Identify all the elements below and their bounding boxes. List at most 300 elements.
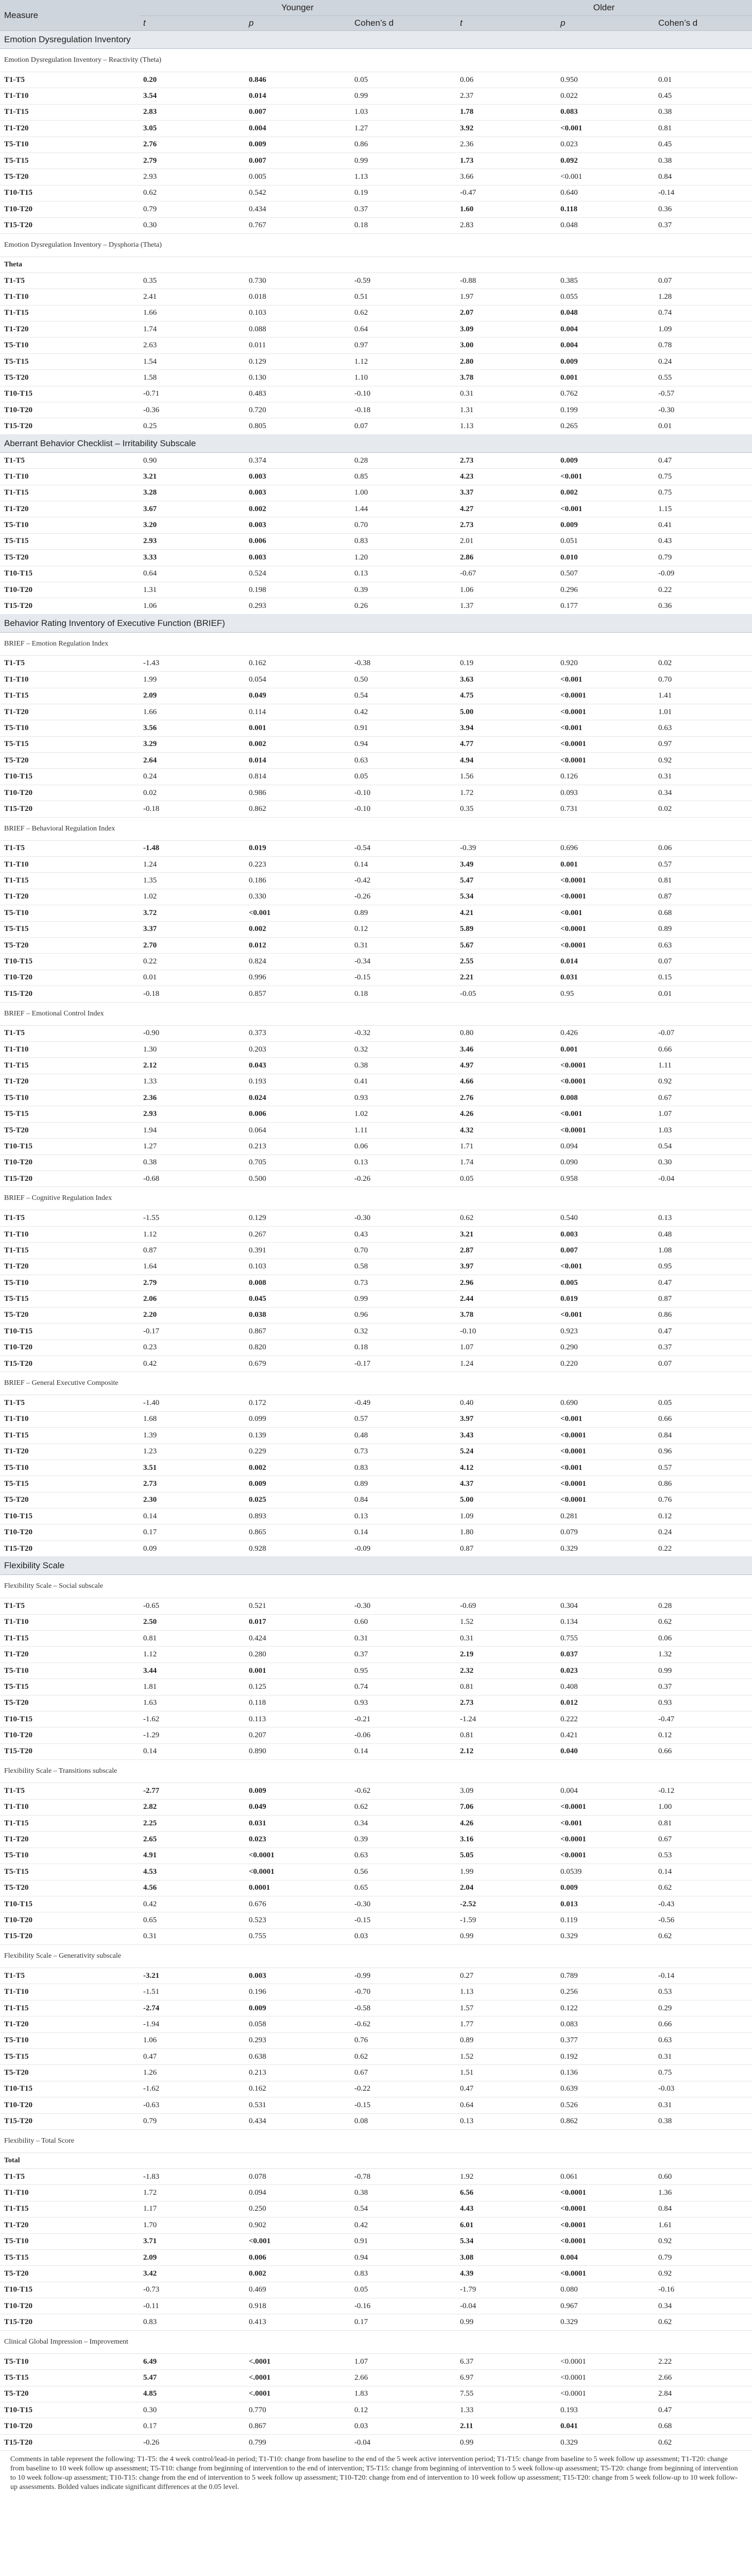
- table-row: [0, 704, 752, 720]
- older-d-cell: 0.67: [654, 1832, 752, 1848]
- younger-p-cell: 0.523: [245, 1912, 350, 1928]
- younger-p-cell: 0.078: [245, 2168, 350, 2184]
- older-d-cell: 0.81: [654, 873, 752, 889]
- comparison-cell: T1-T10: [0, 1041, 139, 1057]
- older-t-cell: -1.24: [456, 1711, 556, 1727]
- table-row: [0, 986, 752, 1002]
- younger-d-cell: 0.41: [350, 1074, 456, 1090]
- younger-t-cell: 1.94: [139, 1122, 245, 1138]
- older-d-cell: 0.86: [654, 1476, 752, 1492]
- older-t-cell: 1.97: [456, 289, 556, 305]
- comparison-cell: T10-T20: [0, 970, 139, 986]
- older-t-cell: 2.87: [456, 1243, 556, 1259]
- comparison-cell: T1-T20: [0, 704, 139, 720]
- older-t-cell: -0.10: [456, 1324, 556, 1340]
- younger-t-cell: 1.17: [139, 2201, 245, 2217]
- older-t-cell: 2.96: [456, 1275, 556, 1291]
- older-d-cell: 2.84: [654, 2386, 752, 2402]
- older-p-cell: 0.092: [556, 152, 654, 168]
- younger-p-cell: 0.846: [245, 72, 350, 88]
- younger-t-cell: 1.72: [139, 2185, 245, 2201]
- younger-p-cell: 0.198: [245, 582, 350, 598]
- table-row: [0, 72, 752, 88]
- younger-p-cell: 0.207: [245, 1727, 350, 1743]
- older-t-cell: 2.73: [456, 452, 556, 468]
- comparison-cell: T5-T10: [0, 1460, 139, 1476]
- younger-d-cell: 0.48: [350, 1428, 456, 1444]
- younger-t-cell: 2.09: [139, 688, 245, 704]
- older-t-cell: 5.00: [456, 704, 556, 720]
- older-p-cell: 0.004: [556, 321, 654, 337]
- older-d-cell: 0.66: [654, 1411, 752, 1427]
- older-p-cell: 0.126: [556, 769, 654, 785]
- table-row: [0, 1540, 752, 1556]
- comparison-cell: T5-T10: [0, 137, 139, 152]
- younger-p-cell: 0.893: [245, 1509, 350, 1524]
- older-t-cell: 0.80: [456, 1025, 556, 1041]
- younger-d-cell: -0.22: [350, 2081, 456, 2097]
- older-p-cell: 0.526: [556, 2097, 654, 2113]
- older-p-cell: <0.0001: [556, 1799, 654, 1815]
- older-t-cell: 0.40: [456, 1395, 556, 1411]
- section-header-row: [0, 614, 752, 632]
- older-d-cell: 0.02: [654, 801, 752, 817]
- comparison-cell: T5-T10: [0, 1275, 139, 1291]
- older-d-cell: 0.37: [654, 217, 752, 233]
- older-d-cell: 0.57: [654, 1460, 752, 1476]
- table-row: [0, 321, 752, 337]
- older-d-cell: 0.68: [654, 905, 752, 921]
- older-p-cell: 0.731: [556, 801, 654, 817]
- younger-d-cell: 0.38: [350, 1058, 456, 1074]
- older-p-cell: 0.061: [556, 2168, 654, 2184]
- older-d-cell: 0.79: [654, 550, 752, 566]
- older-t-cell: 3.97: [456, 1411, 556, 1427]
- older-d-cell: 0.68: [654, 2418, 752, 2434]
- older-d-cell: 0.48: [654, 1226, 752, 1242]
- comparison-cell: T5-T10: [0, 1848, 139, 1863]
- older-t-cell: 3.16: [456, 1832, 556, 1848]
- younger-d-cell: -0.21: [350, 1711, 456, 1727]
- comparison-cell: T1-T20: [0, 1444, 139, 1460]
- table-row: [0, 2418, 752, 2434]
- younger-t-cell: 2.76: [139, 137, 245, 152]
- younger-p-cell: 0.031: [245, 1815, 350, 1831]
- older-t-cell: -0.04: [456, 2298, 556, 2314]
- older-p-cell: <0.0001: [556, 1476, 654, 1492]
- younger-t-cell: 1.23: [139, 1444, 245, 1460]
- younger-t-cell: 3.56: [139, 720, 245, 736]
- comparison-cell: T15-T20: [0, 217, 139, 233]
- younger-d-cell: 0.99: [350, 1291, 456, 1307]
- younger-p-cell: 0.229: [245, 1444, 350, 1460]
- older-d-cell: 2.66: [654, 2370, 752, 2386]
- table-row: [0, 2081, 752, 2097]
- older-t-cell: 1.07: [456, 1340, 556, 1355]
- older-p-cell: <0.0001: [556, 2233, 654, 2249]
- older-d-cell: 0.41: [654, 517, 752, 533]
- younger-d-cell: 0.54: [350, 2201, 456, 2217]
- younger-p-cell: 0.524: [245, 566, 350, 582]
- older-p-cell: 0.003: [556, 1226, 654, 1242]
- younger-t-cell: 1.35: [139, 873, 245, 889]
- older-t-cell: 0.47: [456, 2081, 556, 2097]
- older-t-cell: 3.09: [456, 1783, 556, 1799]
- younger-t-cell: 2.70: [139, 937, 245, 953]
- older-d-cell: 1.09: [654, 321, 752, 337]
- younger-d-cell: 0.28: [350, 452, 456, 468]
- younger-p-cell: 0.001: [245, 720, 350, 736]
- older-d-cell: -0.12: [654, 1783, 752, 1799]
- subsection-title: Flexibility Scale – Generativity subscale: [0, 1945, 752, 1968]
- comparison-cell: T1-T20: [0, 1074, 139, 1090]
- younger-p-cell: <0.001: [245, 905, 350, 921]
- table-row: [0, 582, 752, 598]
- subsection-header-row: [0, 49, 752, 72]
- table-row: [0, 2370, 752, 2386]
- older-d-cell: 0.84: [654, 2201, 752, 2217]
- section-header-row: [0, 31, 752, 49]
- table-row: [0, 1864, 752, 1880]
- table-row: [0, 2016, 752, 2032]
- younger-t-cell: 3.44: [139, 1663, 245, 1679]
- younger-d-cell: 0.62: [350, 305, 456, 321]
- older-d-cell: 0.01: [654, 72, 752, 88]
- younger-t-cell: 3.05: [139, 121, 245, 137]
- older-t-cell: -0.67: [456, 566, 556, 582]
- comparison-cell: T10-T15: [0, 769, 139, 785]
- younger-p-cell: 0.986: [245, 785, 350, 801]
- table-row: [0, 1896, 752, 1912]
- section-title: Behavior Rating Inventory of Executive Function (BRIEF): [0, 614, 752, 632]
- older-d-cell: 0.92: [654, 2233, 752, 2249]
- table-row: [0, 840, 752, 856]
- older-p-cell: <0.001: [556, 1815, 654, 1831]
- older-d-cell: 0.22: [654, 582, 752, 598]
- younger-t-cell: 0.81: [139, 1631, 245, 1647]
- table-row: [0, 1509, 752, 1524]
- older-t-cell: 1.73: [456, 152, 556, 168]
- younger-d-cell: 0.67: [350, 2065, 456, 2081]
- older-t-cell: 1.78: [456, 104, 556, 120]
- younger-t-cell: 0.02: [139, 785, 245, 801]
- older-d-cell: 1.41: [654, 688, 752, 704]
- younger-t-cell: 2.36: [139, 1090, 245, 1106]
- comparison-cell: T5-T10: [0, 517, 139, 533]
- comparison-cell: T10-T20: [0, 1524, 139, 1540]
- older-p-cell: 0.507: [556, 566, 654, 582]
- older-t-cell: 0.31: [456, 386, 556, 402]
- older-d-cell: 0.76: [654, 1492, 752, 1508]
- older-p-cell: 0.95: [556, 986, 654, 1002]
- younger-t-cell: 0.64: [139, 566, 245, 582]
- younger-p-cell: 0.011: [245, 337, 350, 353]
- table-row: [0, 1139, 752, 1155]
- older-t-cell: 3.00: [456, 337, 556, 353]
- younger-d-cell: 0.18: [350, 1340, 456, 1355]
- comparison-cell: T1-T10: [0, 1799, 139, 1815]
- older-p-cell: 0.967: [556, 2298, 654, 2314]
- older-d-cell: 0.86: [654, 1307, 752, 1323]
- older-p-cell: 0.090: [556, 1155, 654, 1171]
- older-d-cell: 0.47: [654, 1275, 752, 1291]
- header-row-groups: [0, 0, 752, 16]
- comparison-cell: T15-T20: [0, 2434, 139, 2450]
- table-row: [0, 1428, 752, 1444]
- younger-d-cell: -0.26: [350, 1171, 456, 1187]
- table-row: [0, 550, 752, 566]
- younger-t-cell: 0.14: [139, 1509, 245, 1524]
- younger-d-cell: 0.94: [350, 736, 456, 752]
- younger-d-cell: 0.99: [350, 88, 456, 104]
- older-t-cell: 1.60: [456, 201, 556, 217]
- comparison-cell: T1-T20: [0, 1832, 139, 1848]
- comparison-cell: T10-T20: [0, 2298, 139, 2314]
- older-t-cell: 2.55: [456, 954, 556, 970]
- younger-t-cell: 1.58: [139, 370, 245, 386]
- table-row: [0, 2386, 752, 2402]
- younger-d-cell: 0.63: [350, 753, 456, 769]
- younger-t-cell: 1.12: [139, 1226, 245, 1242]
- comparison-cell: T1-T5: [0, 1210, 139, 1226]
- younger-p-cell: 0.172: [245, 1395, 350, 1411]
- comparison-cell: T1-T5: [0, 72, 139, 88]
- older-p-cell: <0.0001: [556, 2353, 654, 2369]
- younger-t-cell: -1.29: [139, 1727, 245, 1743]
- younger-t-cell: -2.74: [139, 2000, 245, 2016]
- younger-d-cell: 0.86: [350, 137, 456, 152]
- younger-t-cell: -0.65: [139, 1598, 245, 1614]
- older-d-cell: 0.02: [654, 655, 752, 671]
- younger-p-cell: 0.006: [245, 2249, 350, 2265]
- older-d-cell: 0.87: [654, 1291, 752, 1307]
- subsection-title: BRIEF – Behavioral Regulation Index: [0, 817, 752, 840]
- younger-p-cell: 0.139: [245, 1428, 350, 1444]
- younger-t-cell: 1.33: [139, 1074, 245, 1090]
- older-p-cell: <0.001: [556, 672, 654, 688]
- younger-d-cell: 1.10: [350, 370, 456, 386]
- older-p-cell: 0.639: [556, 2081, 654, 2097]
- table-row: [0, 1663, 752, 1679]
- subsection-header-row: [0, 817, 752, 840]
- younger-t-cell: 4.56: [139, 1880, 245, 1896]
- older-d-cell: 0.62: [654, 2434, 752, 2450]
- older-d-cell: 0.75: [654, 2065, 752, 2081]
- older-d-cell: 0.13: [654, 1210, 752, 1226]
- table-row: [0, 688, 752, 704]
- table-row: [0, 469, 752, 485]
- table-row: [0, 370, 752, 386]
- older-t-cell: 5.67: [456, 937, 556, 953]
- younger-d-cell: 0.97: [350, 337, 456, 353]
- older-t-cell: 1.33: [456, 2402, 556, 2418]
- younger-p-cell: 0.770: [245, 2402, 350, 2418]
- younger-p-cell: 0.054: [245, 672, 350, 688]
- younger-p-cell: 0.012: [245, 937, 350, 953]
- older-d-cell: 0.38: [654, 2113, 752, 2129]
- younger-p-cell: 0.196: [245, 1984, 350, 2000]
- older-t-cell: 6.97: [456, 2370, 556, 2386]
- older-d-cell: 0.62: [654, 1614, 752, 1630]
- younger-t-cell: 0.62: [139, 185, 245, 201]
- table-row: [0, 1171, 752, 1187]
- table-row: [0, 2185, 752, 2201]
- table-row: [0, 2000, 752, 2016]
- older-t-cell: 5.24: [456, 1444, 556, 1460]
- table-row: [0, 2233, 752, 2249]
- younger-t-cell: -1.40: [139, 1395, 245, 1411]
- comparison-cell: T5-T20: [0, 2386, 139, 2402]
- younger-d-header: Cohen’s d: [350, 16, 456, 31]
- older-t-cell: 2.83: [456, 217, 556, 233]
- table-row: [0, 1243, 752, 1259]
- younger-t-cell: 2.30: [139, 1492, 245, 1508]
- comparison-cell: T10-T20: [0, 785, 139, 801]
- older-t-cell: -0.88: [456, 273, 556, 289]
- younger-p-cell: 0.007: [245, 152, 350, 168]
- subsection-title: Flexibility – Total Score: [0, 2129, 752, 2153]
- younger-t-cell: 0.79: [139, 201, 245, 217]
- younger-p-cell: 0.125: [245, 1679, 350, 1695]
- table-row: [0, 1460, 752, 1476]
- younger-d-cell: -0.70: [350, 1984, 456, 2000]
- older-t-cell: 5.89: [456, 921, 556, 937]
- older-p-cell: 0.304: [556, 1598, 654, 1614]
- table-row: [0, 720, 752, 736]
- younger-t-cell: -2.77: [139, 1783, 245, 1799]
- table-row: [0, 1291, 752, 1307]
- younger-p-cell: 0.521: [245, 1598, 350, 1614]
- older-d-cell: 0.34: [654, 785, 752, 801]
- younger-p-cell: 0.113: [245, 1711, 350, 1727]
- younger-d-cell: 0.62: [350, 1799, 456, 1815]
- older-d-cell: 0.22: [654, 1540, 752, 1556]
- younger-d-cell: 0.96: [350, 1307, 456, 1323]
- younger-d-cell: 0.18: [350, 217, 456, 233]
- older-p-cell: <0.001: [556, 905, 654, 921]
- older-t-cell: 2.04: [456, 1880, 556, 1896]
- table-row: [0, 736, 752, 752]
- younger-d-cell: -0.30: [350, 1896, 456, 1912]
- younger-d-cell: 0.62: [350, 2049, 456, 2065]
- younger-p-cell: 0.002: [245, 501, 350, 517]
- younger-p-cell: 0.004: [245, 121, 350, 137]
- younger-d-cell: 0.63: [350, 1848, 456, 1863]
- table-row: [0, 1815, 752, 1831]
- older-t-cell: 4.21: [456, 905, 556, 921]
- comparison-cell: T1-T10: [0, 1984, 139, 2000]
- older-p-cell: 0.009: [556, 452, 654, 468]
- comparison-cell: T5-T20: [0, 550, 139, 566]
- younger-p-cell: 0.676: [245, 1896, 350, 1912]
- older-d-cell: 0.34: [654, 2298, 752, 2314]
- younger-t-cell: 1.27: [139, 1139, 245, 1155]
- older-p-cell: 0.008: [556, 1090, 654, 1106]
- younger-d-cell: 0.73: [350, 1444, 456, 1460]
- older-p-cell: <0.0001: [556, 1428, 654, 1444]
- younger-p-cell: 0.0001: [245, 1880, 350, 1896]
- younger-t-cell: 2.25: [139, 1815, 245, 1831]
- younger-p-cell: 0.193: [245, 1074, 350, 1090]
- older-t-cell: 0.99: [456, 1928, 556, 1944]
- older-p-cell: <0.001: [556, 1460, 654, 1476]
- older-t-cell: 1.57: [456, 2000, 556, 2016]
- section-title: Aberrant Behavior Checklist – Irritability Subscale: [0, 434, 752, 452]
- table-row: [0, 1340, 752, 1355]
- table-row: [0, 201, 752, 217]
- younger-p-cell: 0.213: [245, 2065, 350, 2081]
- subsection-label: Theta: [0, 257, 752, 273]
- younger-d-cell: -0.38: [350, 655, 456, 671]
- older-p-cell: <0.0001: [556, 2386, 654, 2402]
- younger-d-cell: 0.14: [350, 1524, 456, 1540]
- comparison-cell: T10-T20: [0, 582, 139, 598]
- older-t-cell: 3.78: [456, 370, 556, 386]
- comparison-cell: T1-T15: [0, 1815, 139, 1831]
- younger-d-cell: 0.39: [350, 1832, 456, 1848]
- comparison-cell: T10-T15: [0, 566, 139, 582]
- older-t-cell: 3.92: [456, 121, 556, 137]
- comparison-cell: T5-T20: [0, 2266, 139, 2282]
- younger-p-cell: 0.293: [245, 598, 350, 614]
- older-d-cell: 0.54: [654, 1139, 752, 1155]
- younger-p-cell: 0.049: [245, 688, 350, 704]
- table-row: [0, 672, 752, 688]
- comparison-cell: T1-T5: [0, 1783, 139, 1799]
- younger-p-cell: 0.500: [245, 1171, 350, 1187]
- table-row: [0, 2266, 752, 2282]
- younger-t-cell: 5.47: [139, 2370, 245, 2386]
- younger-d-cell: 0.60: [350, 1614, 456, 1630]
- older-d-cell: 0.62: [654, 1928, 752, 1944]
- older-d-cell: 0.14: [654, 1864, 752, 1880]
- younger-p-cell: 0.824: [245, 954, 350, 970]
- younger-p-cell: 0.099: [245, 1411, 350, 1427]
- table-row: [0, 2113, 752, 2129]
- comparison-cell: T1-T5: [0, 1598, 139, 1614]
- older-p-cell: 0.281: [556, 1509, 654, 1524]
- subsection-header-row: [0, 1945, 752, 1968]
- younger-t-cell: -3.21: [139, 1968, 245, 1984]
- younger-p-cell: 0.250: [245, 2201, 350, 2217]
- younger-p-cell: 0.018: [245, 289, 350, 305]
- older-t-cell: 6.01: [456, 2217, 556, 2233]
- older-p-cell: 0.540: [556, 1210, 654, 1226]
- younger-t-cell: -1.55: [139, 1210, 245, 1226]
- older-t-cell: 4.66: [456, 1074, 556, 1090]
- younger-p-cell: 0.391: [245, 1243, 350, 1259]
- younger-t-cell: 0.22: [139, 954, 245, 970]
- younger-t-cell: -0.90: [139, 1025, 245, 1041]
- table-row: [0, 1041, 752, 1057]
- younger-d-cell: 0.13: [350, 566, 456, 582]
- younger-t-cell: -1.43: [139, 655, 245, 671]
- younger-d-cell: 0.19: [350, 185, 456, 201]
- older-p-cell: 0.048: [556, 217, 654, 233]
- table-row: [0, 501, 752, 517]
- older-t-cell: 3.78: [456, 1307, 556, 1323]
- younger-t-cell: 2.82: [139, 1799, 245, 1815]
- older-t-cell: 1.56: [456, 769, 556, 785]
- older-t-cell: 1.51: [456, 2065, 556, 2081]
- younger-d-cell: -0.62: [350, 2016, 456, 2032]
- younger-t-cell: 0.20: [139, 72, 245, 88]
- comparison-cell: T15-T20: [0, 2314, 139, 2330]
- table-row: [0, 452, 752, 468]
- younger-t-cell: 1.66: [139, 305, 245, 321]
- younger-t-cell: 3.29: [139, 736, 245, 752]
- younger-p-cell: 0.002: [245, 2266, 350, 2282]
